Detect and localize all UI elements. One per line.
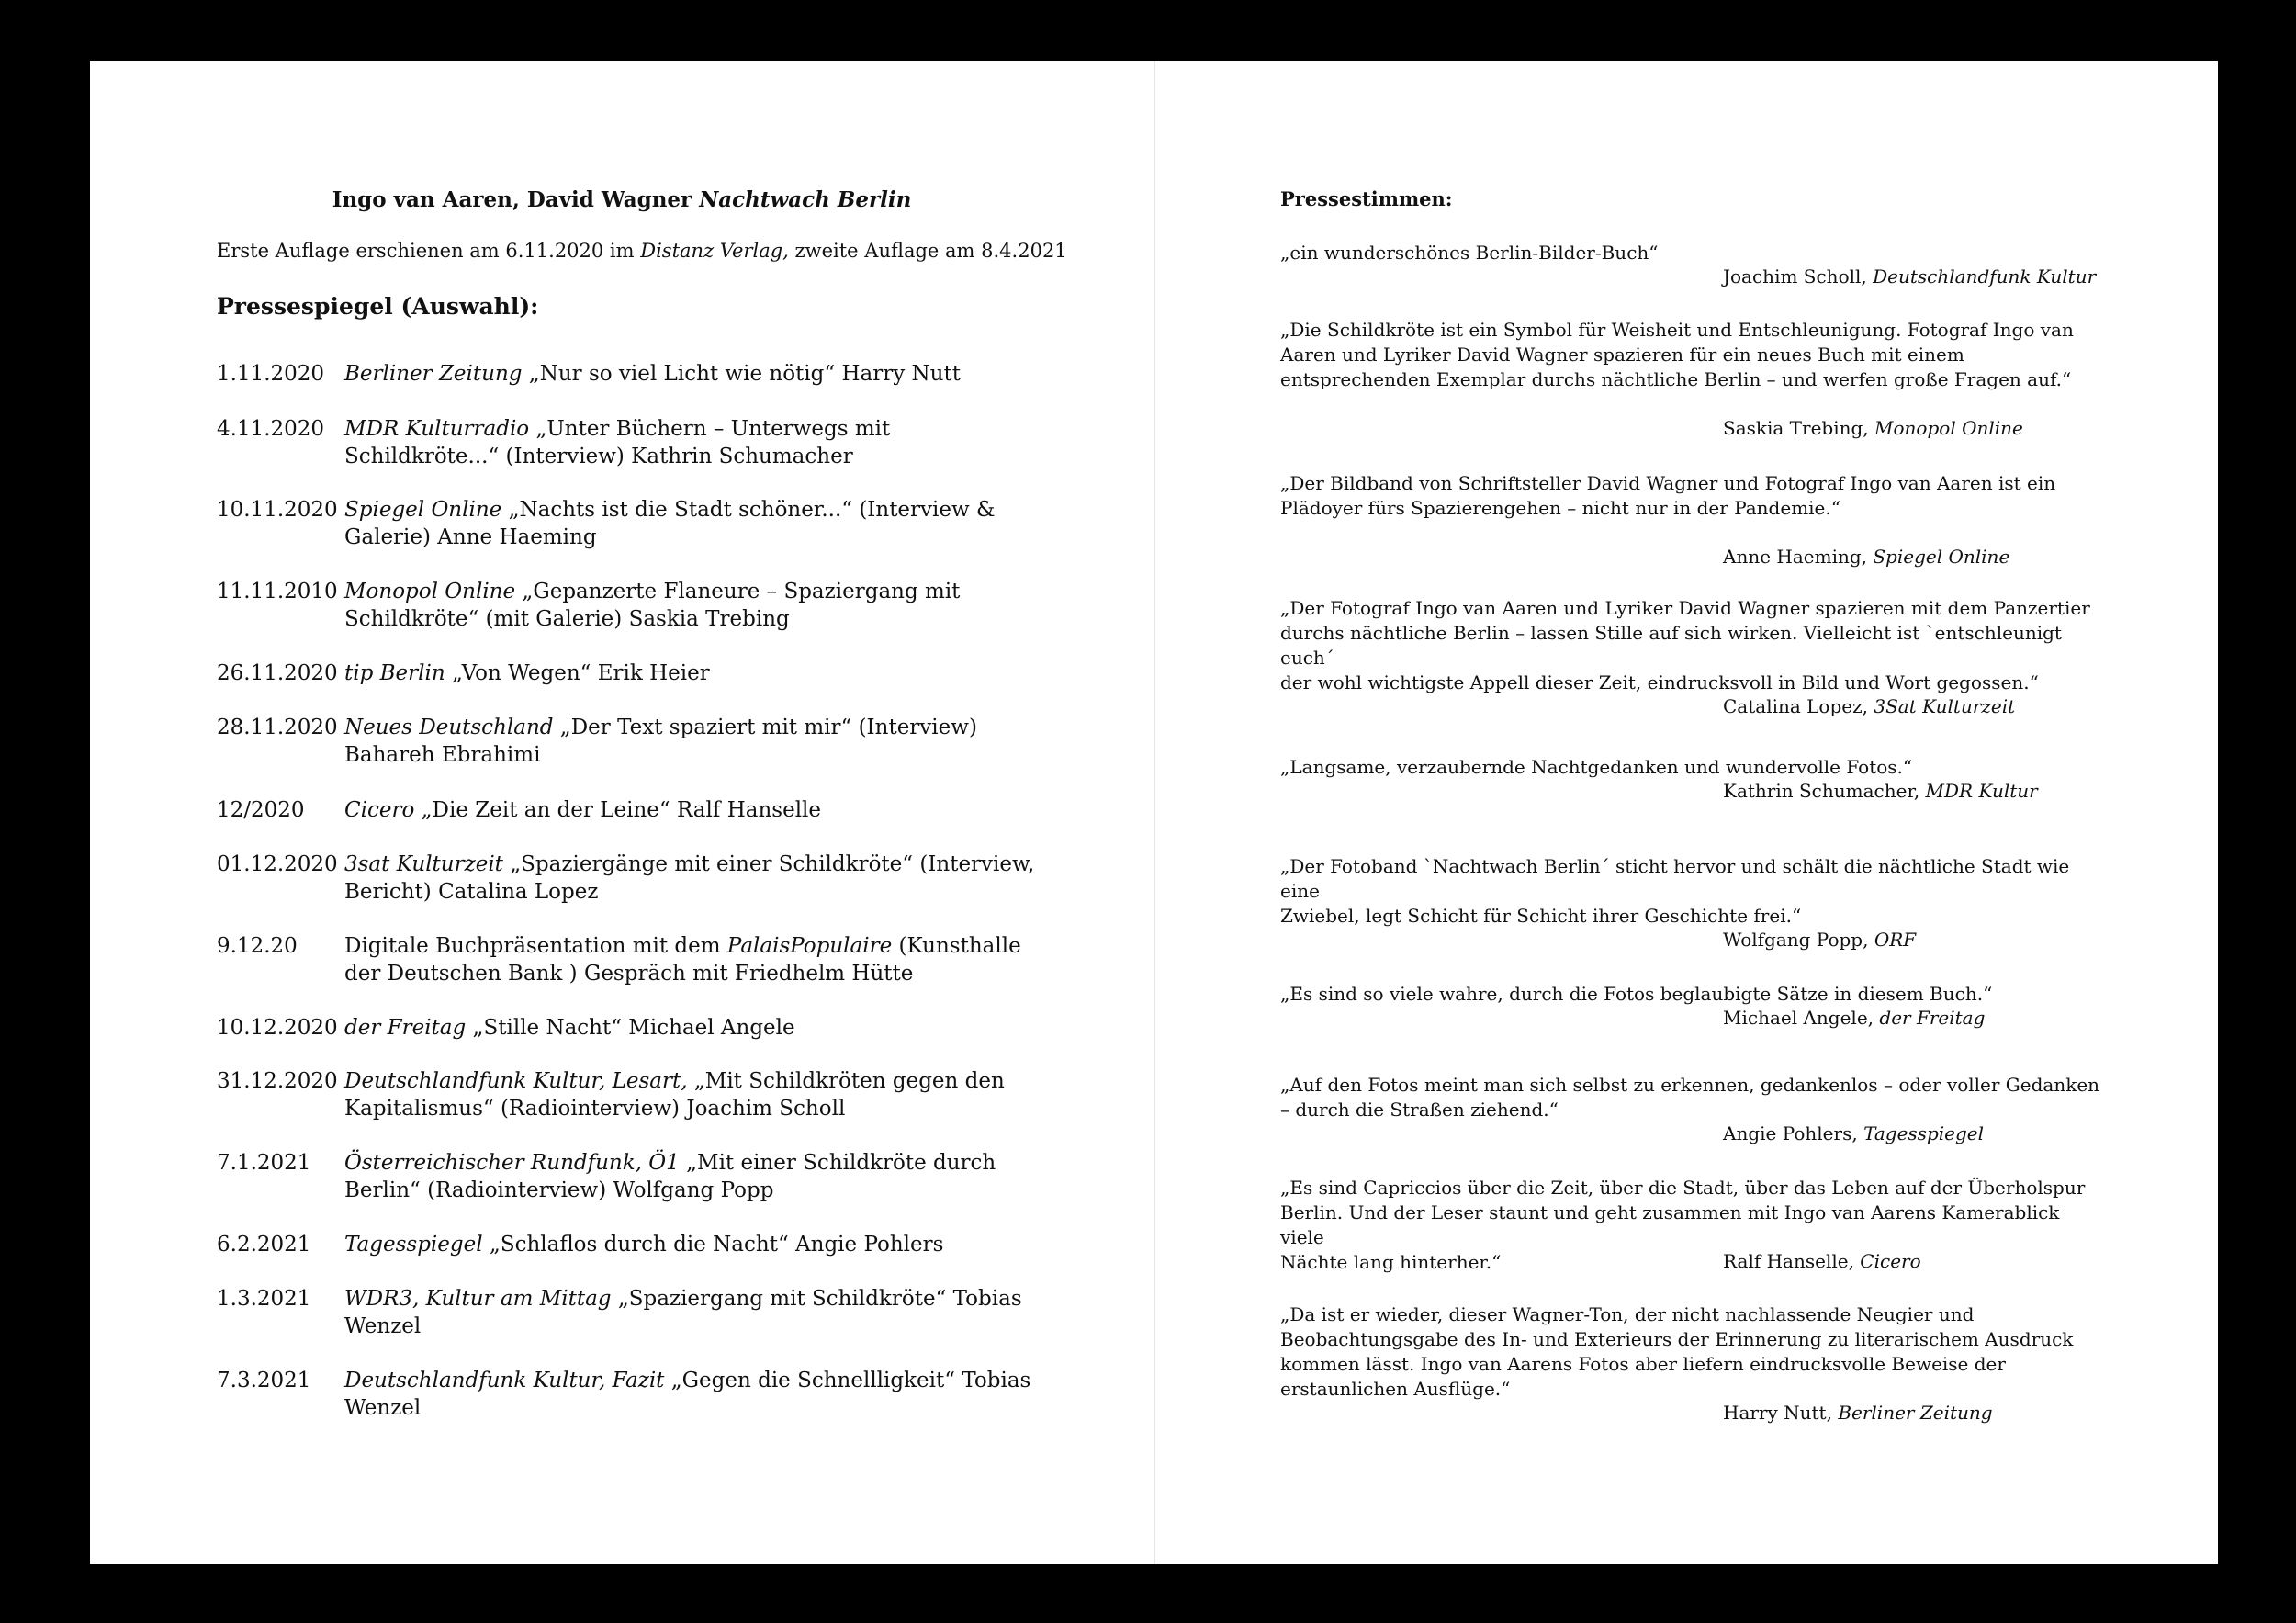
quote-line: „ein wunderschönes Berlin-Bilder-Buch“	[1280, 242, 1659, 264]
title-authors: Ingo van Aaren, David Wagner	[332, 187, 700, 212]
quote-line: durchs nächtliche Berlin – lassen Stille auf sich wirken. Vielleicht ist `entschleunigt euch´	[1280, 622, 2062, 669]
left-page	[90, 61, 1154, 1564]
quote-text	[1280, 755, 2107, 780]
quote-line: Zwiebel, legt Schicht für Schicht ihrer Geschichte frei.“	[1280, 905, 1802, 927]
quote-line: kommen lässt. Ingo van Aarens Fotos aber liefern eindrucksvolle Beweise der	[1280, 1353, 2006, 1375]
entry-text	[344, 796, 1042, 824]
text-run: „Unter Büchern – Unterwegs mit Schildkröte...“ (Interview) Kathrin Schumacher	[344, 417, 891, 468]
text-run: „Schlaflos durch die Nacht“ Angie Pohlers	[482, 1233, 944, 1257]
quote-text	[1280, 854, 2107, 929]
italic-text: MDR Kulturradio	[344, 417, 530, 441]
text-run: „Von Wegen“ Erik Heier	[445, 661, 710, 685]
source-name: Michael Angele,	[1723, 1007, 1880, 1029]
entry-text	[344, 659, 1042, 687]
quote-line: „Es sind Capriccios über die Zeit, über die Stadt, über das Leben auf der Überholspur	[1280, 1177, 2086, 1199]
quote-text	[1280, 318, 2107, 392]
entry-date: 7.1.2021	[217, 1151, 311, 1175]
quote-source	[1723, 546, 2009, 568]
quote-source	[1723, 929, 1916, 951]
quote-source	[1723, 1007, 1985, 1029]
quote-source	[1723, 1250, 1921, 1272]
text-run: „Stille Nacht“ Michael Angele	[466, 1016, 795, 1040]
quote-line: „Da ist er wieder, dieser Wagner-Ton, der nicht nachlassende Neugier und	[1280, 1303, 1975, 1325]
source-name: Angie Pohlers,	[1723, 1122, 1864, 1144]
italic-text: Distanz Verlag,	[640, 240, 789, 262]
quote-text	[1280, 1302, 2107, 1402]
source-name: Saskia Trebing,	[1723, 417, 1875, 439]
italic-text: tip Berlin	[344, 661, 445, 685]
source-outlet: der Freitag	[1879, 1007, 1986, 1029]
source-outlet: Deutschlandfunk Kultur	[1873, 265, 2097, 287]
italic-text: Monopol Online	[344, 580, 516, 603]
press-voices-heading: Pressestimmen:	[1280, 187, 1453, 210]
entry-date: 10.11.2020	[217, 498, 338, 522]
quote-line: der wohl wichtigste Appell dieser Zeit, eindrucksvoll in Bild und Wort gegossen.“	[1280, 671, 2039, 693]
text-run: „Nachts ist die Stadt schöner...“ (Interview & Galerie) Anne Haeming	[344, 498, 996, 549]
italic-text: 3sat Kulturzeit	[344, 852, 503, 876]
entry-date: 1.11.2020	[217, 362, 325, 386]
source-name: Kathrin Schumacher,	[1723, 780, 1926, 802]
italic-text: Cicero	[344, 798, 415, 822]
source-outlet: Berliner Zeitung	[1838, 1402, 1993, 1424]
italic-text: WDR3, Kultur am Mittag	[344, 1287, 612, 1311]
quote-line: „Die Schildkröte ist ein Symbol für Weisheit und Entschleunigung. Fotograf Ingo van	[1280, 319, 2074, 341]
italic-text: Österreichischer Rundfunk, Ö1	[344, 1151, 680, 1175]
press-heading: Pressespiegel (Auswahl):	[217, 293, 539, 320]
quote-line: erstaunlichen Ausflüge.“	[1280, 1378, 1511, 1400]
italic-text: Spiegel Online	[344, 498, 502, 522]
quote-line: „Langsame, verzaubernde Nachtgedanken und wundervolle Fotos.“	[1280, 756, 1913, 778]
text-run: „Gegen die Schnellligkeit“ Tobias Wenzel	[344, 1369, 1031, 1420]
source-name: Harry Nutt,	[1723, 1402, 1839, 1424]
entry-date: 1.3.2021	[217, 1287, 311, 1311]
quote-source	[1723, 417, 2023, 439]
entry-date: 6.2.2021	[217, 1233, 311, 1257]
entry-date: 7.3.2021	[217, 1369, 311, 1392]
entry-date: 26.11.2020	[217, 661, 338, 685]
entry-date: 9.12.20	[217, 934, 298, 958]
entry-text	[344, 415, 1042, 470]
entry-date: 12/2020	[217, 798, 305, 822]
entry-text	[344, 1014, 1042, 1042]
entry-date: 31.12.2020	[217, 1069, 338, 1093]
quote-text	[1280, 1176, 2107, 1275]
text-run: „Der Text spaziert mit mir“ (Interview) Bahareh Ebrahimi	[344, 716, 977, 767]
source-outlet: MDR Kultur	[1925, 780, 2038, 802]
italic-text: PalaisPopulaire	[726, 934, 893, 958]
quote-text	[1280, 596, 2107, 695]
text-run: „Spaziergang mit Schildkröte“ Tobias Wenzel	[344, 1287, 1022, 1338]
quote-text	[1280, 982, 2107, 1007]
source-name: Wolfgang Popp,	[1723, 929, 1874, 951]
title-book: Nachtwach Berlin	[699, 187, 912, 212]
entry-text	[344, 1149, 1042, 1204]
quote-line: „Auf den Fotos meint man sich selbst zu erkennen, gedankenlos – oder voller Gedanken	[1280, 1074, 2100, 1096]
source-name: Joachim Scholl,	[1723, 265, 1874, 287]
quote-text	[1280, 1073, 2107, 1122]
text-run: „Gepanzerte Flaneure – Spaziergang mit Schildkröte“ (mit Galerie) Saskia Trebing	[344, 580, 961, 631]
source-name: Anne Haeming,	[1723, 546, 1874, 568]
source-outlet: Spiegel Online	[1873, 546, 2010, 568]
italic-text: der Freitag	[344, 1016, 467, 1040]
entry-text	[344, 496, 1042, 551]
italic-text: Deutschlandfunk Kultur, Fazit	[344, 1369, 665, 1392]
entry-date: 11.11.2010	[217, 580, 338, 603]
text-run: „Die Zeit an der Leine“ Ralf Hanselle	[414, 798, 822, 822]
italic-text: Deutschlandfunk Kultur, Lesart,	[344, 1069, 688, 1093]
italic-text: Tagesspiegel	[344, 1233, 483, 1257]
text-run: (Kunsthalle der Deutschen Bank ) Gespräch mit Friedhelm Hütte	[344, 934, 1021, 986]
quote-text	[1280, 471, 2107, 521]
entry-text	[344, 578, 1042, 633]
text-run: Erste Auflage erschienen am 6.11.2020 im	[217, 240, 641, 262]
entry-date: 28.11.2020	[217, 716, 338, 739]
source-name: Catalina Lopez,	[1723, 695, 1874, 717]
quote-line: „Es sind so viele wahre, durch die Fotos beglaubigte Sätze in diesem Buch.“	[1280, 983, 1993, 1005]
quote-line: Plädoyer fürs Spazierengehen – nicht nur in der Pandemie.“	[1280, 497, 1840, 519]
entry-text	[344, 932, 1042, 987]
quote-line: „Der Bildband von Schriftsteller David Wagner und Fotograf Ingo van Aaren ist ein	[1280, 472, 2056, 494]
entry-text	[344, 851, 1042, 906]
quote-line: Aaren und Lyriker David Wagner spazieren für ein neues Buch mit einem	[1280, 344, 1964, 366]
text-run: „Nur so viel Licht wie nötig“ Harry Nutt	[522, 362, 961, 386]
quote-source	[1723, 780, 2038, 802]
entry-text	[344, 1067, 1042, 1122]
source-outlet: Cicero	[1860, 1250, 1921, 1272]
italic-text: Berliner Zeitung	[344, 362, 523, 386]
entry-text	[344, 1231, 1042, 1258]
quote-line: – durch die Straßen ziehend.“	[1280, 1099, 1559, 1121]
quote-line: Berlin. Und der Leser staunt und geht zusammen mit Ingo van Aarens Kamerablick viele	[1280, 1201, 2060, 1248]
entry-date: 4.11.2020	[217, 417, 325, 441]
quote-source	[1723, 1122, 1984, 1144]
text-run: „Spaziergänge mit einer Schildkröte“ (Interview, Bericht) Catalina Lopez	[344, 852, 1035, 904]
quote-line: „Der Fotoband `Nachtwach Berlin´ sticht hervor und schält die nächtliche Stadt wie eine	[1280, 855, 2070, 902]
italic-text: Neues Deutschland	[344, 716, 554, 739]
document-title	[90, 187, 1154, 212]
text-run: zweite Auflage am 8.4.2021	[788, 240, 1067, 262]
source-name: Ralf Hanselle,	[1723, 1250, 1861, 1272]
quote-text	[1280, 241, 2107, 265]
source-outlet: ORF	[1874, 929, 1917, 951]
quote-line: Nächte lang hinterher.“	[1280, 1251, 1502, 1273]
right-page	[1155, 61, 2218, 1564]
source-outlet: Monopol Online	[1874, 417, 2023, 439]
entry-text	[344, 1285, 1042, 1340]
edition-line	[217, 240, 1067, 262]
quote-source	[1723, 695, 2015, 717]
text-run: „Mit Schildkröten gegen den Kapitalismus“ (Radiointerview) Joachim Scholl	[344, 1069, 1005, 1121]
text-run: „Mit einer Schildkröte durch Berlin“ (Radiointerview) Wolfgang Popp	[344, 1151, 996, 1202]
entry-date: 10.12.2020	[217, 1016, 338, 1040]
source-outlet: Tagesspiegel	[1863, 1122, 1985, 1144]
quote-line: Beobachtungsgabe des In- und Exterieurs der Erinnerung zu literarischem Ausdruck	[1280, 1328, 2074, 1350]
quote-source	[1723, 265, 2096, 287]
entry-text	[344, 360, 1042, 388]
quote-line: entsprechenden Exemplar durchs nächtliche Berlin – und werfen große Fragen auf.“	[1280, 368, 2072, 390]
source-outlet: 3Sat Kulturzeit	[1874, 695, 2016, 717]
quote-source	[1723, 1402, 1993, 1424]
entry-date: 01.12.2020	[217, 852, 338, 876]
text-run: Digitale Buchpräsentation mit dem	[344, 934, 727, 958]
entry-text	[344, 1367, 1042, 1422]
entry-text	[344, 714, 1042, 769]
quote-line: „Der Fotograf Ingo van Aaren und Lyriker David Wagner spazieren mit dem Panzertier	[1280, 597, 2090, 619]
